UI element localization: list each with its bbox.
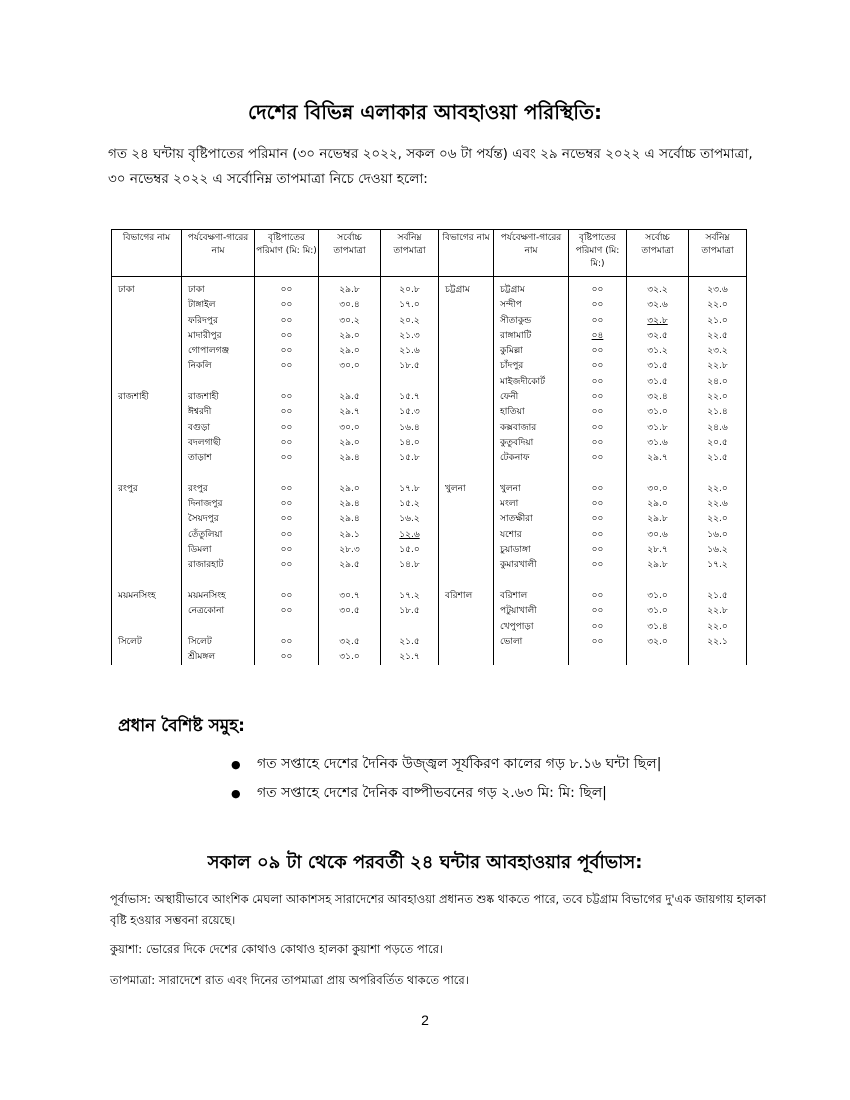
table-cell-station: রাজারহাট [188,560,224,571]
table-cell-rainfall: ০০ [280,590,293,601]
table-cell-division [114,436,179,451]
table-cell-rainfall: ০০ [591,300,604,311]
table-cell-rainfall: ০০ [591,392,604,403]
list-item: ● গত সপ্তাহে দেশের দৈনিক উজ্জ্বল সূর্যকিরণ কালের গড় ৮.১৬ ঘন্টা ছিল| [231,750,661,779]
table-cell-division [114,650,179,665]
table-cell-min-temp: ১৭.৮ [399,483,420,494]
table-cell-min-temp: ২২.০ [707,514,728,525]
table-cell-max-temp: ২৯.৭ [339,407,360,418]
table-cell-division [114,359,179,374]
table-cell-station: টেকনাফ [500,453,530,464]
table-cell-rainfall: ০০ [591,499,604,510]
page-number: 2 [421,1012,429,1028]
table-cell-min-temp: ১৭.২ [707,560,728,571]
table-cell-station: চট্টগ্রাম [500,285,525,295]
table-cell-max-temp: ২৯.৪ [339,453,360,464]
table-cell-station: ফরিদপুর [188,315,218,326]
table-cell-division [441,329,491,344]
table-cell-station [184,620,252,635]
right-division-column [439,277,494,666]
table-cell-rainfall: ০০ [591,590,604,601]
table-cell-max-temp: ২৯.৮ [339,285,360,295]
header-cell: সর্বোচ্চ তাপমাত্রা [319,230,381,277]
table-cell-max-temp: ৩০.৪ [339,300,360,311]
table-cell-rainfall: ০০ [280,514,293,525]
table-cell-division [114,451,179,466]
table-cell-max-temp: ৩২.৫ [339,636,360,647]
table-cell-max-temp: ৩০.০ [339,361,360,372]
table-cell-min-temp: ২৪.০ [707,376,728,387]
table-cell-rainfall: ০০ [280,529,293,540]
table-cell-min-temp [383,620,436,635]
table-cell-rainfall: ০০ [591,514,604,525]
features-list [231,750,661,808]
table-cell-rainfall: ০০ [280,652,293,663]
table-cell-rainfall: ০০ [591,621,604,632]
table-cell-station [184,574,252,589]
table-cell-division [441,512,491,527]
table-cell-min-temp [383,375,436,390]
table-cell-station: ঢাকা [188,285,205,295]
table-cell-rainfall: ০০ [280,315,293,326]
table-cell-max-temp: ৩২.৬ [647,300,668,311]
table-cell-max-temp: ৩০.২ [339,315,360,326]
table-cell-station: শ্রীমঙ্গল [188,652,216,663]
table-cell-station: কুতুবদিয়া [500,437,534,448]
table-cell-min-temp: ১৫.৭ [399,392,420,403]
table-cell-rainfall: ০৪ [591,330,604,341]
table-cell-rainfall [257,574,316,589]
table-cell-max-temp: ৩১.৫ [647,361,668,372]
table-cell-division [441,344,491,359]
table-cell-division [114,543,179,558]
table-cell-min-temp [383,467,436,482]
table-cell-station: ডিমলা [188,545,212,556]
table-cell-rainfall: ০০ [591,437,604,448]
fog-paragraph: কুয়াশা: ভোরের দিকে দেশের কোথাও কোথাও হালকা কুয়াশা পড়তে পারে। [110,942,444,956]
table-cell-station: সাতক্ষীরা [500,514,533,525]
table-cell-division [441,314,491,329]
table-cell-min-temp: ১৫.৮ [399,453,420,464]
table-cell-rainfall: ০০ [280,453,293,464]
table-cell-station: মাইজদীকোর্ট [500,376,546,387]
table-cell-division: চট্টগ্রাম [445,285,470,295]
table-cell-min-temp: ২৪.৬ [707,422,728,433]
table-cell-station: দিনাজপুর [188,499,223,510]
table-cell-division [114,329,179,344]
table-cell-min-temp: ২২.০ [707,621,728,632]
table-cell-rainfall: ০০ [280,437,293,448]
right-max-temp-column [627,277,689,666]
table-cell-division [114,405,179,420]
table-cell-max-temp: ৩১.০ [647,606,668,617]
header-cell: বিভাগের নাম [439,230,494,277]
table-cell-division [441,298,491,313]
table-cell-min-temp: ১৫.৩ [399,407,420,418]
table-cell-rainfall: ০০ [591,361,604,372]
table-cell-max-temp: ২৯.১ [339,529,360,540]
table-cell-division [441,604,491,619]
table-cell-station: ময়মনসিংহ [188,590,226,601]
table-cell-station: টাঙ্গাইল [188,300,216,311]
table-cell-min-temp: ২২.৫ [707,330,728,341]
temperature-paragraph: তাপমাত্রা: সারাদেশে রাত এবং দিনের তাপমাত্রা প্রায় অপরিবর্তিত থাকতে পারে। [110,973,469,987]
table-cell-max-temp: ৩০.৫ [339,606,360,617]
table-cell-max-temp: ৩১.০ [339,652,360,663]
table-cell-max-temp: ৩২.২ [647,285,668,295]
table-cell-station: নেত্রকোনা [188,606,225,617]
table-cell-station [184,375,252,390]
table-cell-min-temp: ২১.৪ [707,407,728,418]
table-cell-max-temp: ৩১.৮ [647,422,668,433]
table-cell-max-temp: ৩০.৬ [647,529,668,540]
table-cell-station: নিকলি [188,361,212,372]
table-cell-min-temp: ২২.১ [707,636,728,647]
table-cell-division [114,558,179,573]
table-cell-min-temp: ২৩.২ [707,346,728,357]
table-cell-min-temp: ২১.৫ [707,453,728,464]
table-cell-rainfall: ০০ [280,285,293,295]
table-cell-division [114,314,179,329]
table-cell-min-temp: ২২.০ [707,392,728,403]
table-cell-min-temp: ১৭.২ [399,590,420,601]
table-cell-max-temp [321,375,378,390]
table-cell-max-temp: ২৯.৭ [647,453,668,464]
left-min-temp-column [381,277,439,666]
header-cell: বৃষ্টিপাতের পরিমাণ (মি: মি:) [255,230,319,277]
table-cell-min-temp: ২২.০ [707,483,728,494]
table-cell-max-temp: ২৯.৪ [339,499,360,510]
table-cell-division [441,451,491,466]
table-cell-max-temp: ৩০.০ [339,422,360,433]
table-cell-division [114,574,179,589]
table-cell-station: রাজশাহী [188,392,219,403]
header-cell: সর্বনিম্ন তাপমাত্রা [689,230,747,277]
table-cell-min-temp: ১৬.০ [707,529,728,540]
table-cell-station: হাতিয়া [500,407,525,418]
header-cell: সর্বনিম্ন তাপমাত্রা [381,230,439,277]
table-cell-rainfall: ০০ [280,422,293,433]
table-cell-rainfall [257,620,316,635]
list-item: ● গত সপ্তাহে দেশের দৈনিক বাষ্পীভবনের গড় ২.৬৩ মি: মি: ছিল| [231,779,661,808]
table-cell-max-temp: ৩১.৬ [647,437,668,448]
table-cell-max-temp: ২৮.৩ [339,545,360,556]
table-cell-min-temp: ১৪.০ [399,437,420,448]
table-cell-rainfall: ০০ [280,407,293,418]
table-cell-division [441,650,491,665]
table-cell-max-temp: ২৯.৫ [339,392,360,403]
table-cell-min-temp: ১৭.০ [399,300,420,311]
table-cell-division [114,512,179,527]
table-cell-station: সন্দীপ [500,300,522,311]
table-cell-rainfall: ০০ [591,560,604,571]
table-cell-max-temp: ৩২.০ [647,636,668,647]
table-cell-station [496,574,566,589]
table-cell-rainfall: ০০ [591,606,604,617]
table-cell-min-temp [383,574,436,589]
table-cell-rainfall: ০০ [280,545,293,556]
table-cell-rainfall [257,375,316,390]
table-cell-division [441,620,491,635]
table-cell-max-temp: ২৯.৪ [339,514,360,525]
table-cell-max-temp: ৩১.২ [647,346,668,357]
table-cell-max-temp: ৩১.৫ [647,376,668,387]
table-cell-max-temp [629,467,686,482]
table-cell-division: খুলনা [445,483,466,494]
table-cell-min-temp [691,467,744,482]
header-cell: বৃষ্টিপাতের পরিমাণ (মি: মি:) [569,230,627,277]
table-cell-max-temp [321,620,378,635]
left-rainfall-column [255,277,319,666]
table-cell-max-temp [321,574,378,589]
header-cell: বিভাগের নাম [112,230,182,277]
left-division-column [112,277,182,666]
table-cell-division [441,405,491,420]
table-cell-station: ঈশ্বরদী [188,407,212,418]
table-cell-division: সিলেট [118,636,142,647]
table-cell-station: কুমিল্লা [500,346,523,357]
table-cell-station: বরিশাল [500,590,528,601]
table-cell-max-temp: ২৮.৭ [647,545,668,556]
table-cell-station: যশোর [500,529,522,540]
table-cell-max-temp: ২৯.০ [339,483,360,494]
table-cell-rainfall: ০০ [280,330,293,341]
header-cell: পর্যবেক্ষণা-গারের নাম [182,230,255,277]
forecast-title: সকাল ০৯ টা থেকে পরবর্তী ২৪ ঘন্টার আবহাওয়ার পূর্বাভাস: [207,852,643,873]
table-cell-division [114,497,179,512]
table-cell-station: রাঙ্গামাটি [500,330,532,341]
table-cell-station: কুমারখালী [500,560,537,571]
table-cell-station [496,467,566,482]
page-title: দেশের বিভিন্ন এলাকার আবহাওয়া পরিস্থিতি: [247,100,602,124]
table-cell-rainfall: ০০ [591,407,604,418]
table-cell-max-temp: ২৯.৫ [339,560,360,571]
table-cell-division [441,375,491,390]
table-cell-division [441,390,491,405]
table-cell-rainfall: ০০ [591,545,604,556]
table-cell-min-temp: ১৬.২ [707,545,728,556]
table-cell-min-temp: ১৪.৮ [399,560,420,571]
table-cell-max-temp [321,467,378,482]
table-cell-rainfall: ০০ [591,376,604,387]
table-cell-division [114,620,179,635]
table-cell-station: খেপুপাড়া [500,621,534,632]
table-cell-rainfall: ০০ [591,636,604,647]
table-cell-division [114,344,179,359]
left-station-column [182,277,255,666]
table-cell-max-temp: ২৯.০ [339,437,360,448]
table-cell-min-temp: ২১.০ [707,315,728,326]
table-cell-rainfall [571,650,624,665]
table-cell-rainfall [571,467,624,482]
table-cell-rainfall: ০০ [280,636,293,647]
table-cell-max-temp: ২৯.০ [339,346,360,357]
table-cell-rainfall: ০০ [591,346,604,357]
table-cell-max-temp: ৩১.৪ [647,621,668,632]
table-cell-min-temp: ২২.৬ [707,499,728,510]
table-cell-division [114,421,179,436]
table-cell-rainfall: ০০ [591,453,604,464]
table-cell-rainfall: ০০ [280,361,293,372]
left-max-temp-column [319,277,381,666]
table-cell-min-temp: ১২.৬ [399,529,420,540]
table-cell-rainfall: ০০ [280,483,293,494]
table-cell-max-temp: ২৯.০ [339,330,360,341]
table-cell-division [114,467,179,482]
table-cell-min-temp: ২০.৫ [707,437,728,448]
forecast-paragraph: পূর্বাভাস: অস্থায়ীভাবে আংশিক মেঘলা আকাশসহ সারাদেশের আবহাওয়া প্রধানত শুষ্ক থাকতে পারে, তবে চট্টগ্রাম বিভাগের দু'এক জায়গায় হালকা বৃষ্টি হওয়ার সম্ভবনা রয়েছে। [110,892,767,927]
table-cell-max-temp: ৩১.০ [647,407,668,418]
table-cell-min-temp: ১৫.০ [399,545,420,556]
intro-paragraph: গত ২৪ ঘন্টায় বৃষ্টিপাতের পরিমান (৩০ নভেম্বর ২০২২, সকল ০৬ টা পর্যন্ত) এবং ২৯ নভেম্বর ২০২২ এ সর্বোচ্চ তাপমাত্রা, ৩০ নভেম্বর ২০২২ এ সর্বোনিম্ন তাপমাত্রা নিচে দেওয়া হলো: [108,146,753,187]
table-cell-min-temp: ২৩.৬ [707,285,728,295]
table-cell-station: চুয়াডাঙ্গা [500,545,531,556]
table-cell-rainfall: ০০ [591,529,604,540]
table-body-row [112,277,747,666]
table-cell-division [441,635,491,650]
table-cell-division [441,467,491,482]
table-cell-division [441,359,491,374]
table-cell-min-temp [691,574,744,589]
table-cell-station: মংলা [500,499,519,510]
features-title: প্রধান বৈশিষ্ট সমুহ: [118,716,245,736]
table-cell-min-temp: ১৬.২ [399,514,420,525]
table-cell-min-temp: ২১.৩ [399,330,420,341]
table-cell-rainfall: ০০ [280,300,293,311]
table-cell-max-temp: ৩২.৮ [647,315,668,326]
table-cell-rainfall: ০০ [280,499,293,510]
table-cell-max-temp: ২৯.৮ [647,514,668,525]
table-cell-station: খুলনা [500,483,521,494]
table-cell-station: সৈয়দপুর [188,514,219,525]
table-cell-division [441,558,491,573]
table-cell-min-temp: ২০.২ [399,315,420,326]
table-cell-min-temp: ২২.৮ [707,361,728,372]
table-cell-division [114,604,179,619]
table-cell-max-temp: ২৯.০ [647,499,668,510]
table-cell-min-temp: ২১.৫ [707,590,728,601]
table-header-row [112,230,747,277]
table-cell-division [114,298,179,313]
table-cell-station: তেঁতুলিয়া [188,529,223,540]
table-cell-division [441,528,491,543]
table-cell-station: সিলেট [188,636,212,647]
table-cell-rainfall: ০০ [280,346,293,357]
table-cell-max-temp [629,650,686,665]
table-cell-station [184,467,252,482]
table-cell-max-temp: ৩১.০ [647,590,668,601]
table-cell-rainfall: ০০ [591,285,604,295]
table-cell-min-temp: ২১.৭ [399,652,420,663]
table-cell-division [114,375,179,390]
table-cell-division: ঢাকা [118,285,135,295]
table-cell-station [496,650,566,665]
table-cell-division [114,528,179,543]
table-cell-rainfall: ০০ [591,315,604,326]
table-cell-min-temp: ২১.৫ [399,636,420,647]
table-cell-division [441,543,491,558]
table-cell-station: ফেনী [500,392,519,403]
table-cell-rainfall [257,467,316,482]
table-cell-station: গোপালগঞ্জ [188,346,230,357]
right-rainfall-column [569,277,627,666]
table-cell-division: ময়মনসিংহ [118,590,156,601]
table-cell-max-temp: ৩০.৭ [339,590,360,601]
table-cell-station: তাড়াশ [188,453,212,464]
table-cell-min-temp: ২১.৬ [399,346,420,357]
table-cell-division [441,497,491,512]
table-cell-station: ভোলা [500,636,523,647]
table-cell-rainfall: ০০ [280,560,293,571]
header-cell: পর্যবেক্ষণা-গারের নাম [494,230,569,277]
table-cell-station: রংপুর [188,483,208,494]
table-cell-division: বরিশাল [445,590,473,601]
table-cell-rainfall [571,574,624,589]
table-cell-station: মাদারীপুর [188,330,222,341]
right-min-temp-column [689,277,747,666]
table-cell-station: চাঁদপুর [500,361,524,372]
table-cell-station: বদলগাছী [188,437,221,448]
table-cell-division: রংপুর [118,483,138,494]
table-cell-division [441,421,491,436]
table-cell-rainfall: ০০ [280,392,293,403]
weather-table [111,229,747,665]
table-cell-min-temp: ১৫.২ [399,499,420,510]
table-cell-min-temp: ১৬.৪ [399,422,420,433]
table-cell-max-temp: ৩২.৫ [647,330,668,341]
table-cell-rainfall: ০০ [280,606,293,617]
table-cell-min-temp: ১৮.৫ [399,361,420,372]
table-cell-min-temp: ২০.৮ [399,285,420,295]
table-cell-rainfall: ০০ [591,483,604,494]
table-cell-max-temp: ২৯.৮ [647,560,668,571]
table-cell-station: পটুয়াখালী [500,606,537,617]
table-cell-division: রাজশাহী [118,392,149,403]
table-cell-min-temp [691,650,744,665]
table-cell-station: সীতাকুন্ড [500,315,532,326]
table-cell-max-temp: ৩০.০ [647,483,668,494]
table-cell-division [441,574,491,589]
table-cell-min-temp: ২২.৮ [707,606,728,617]
table-cell-max-temp: ৩২.৪ [647,392,668,403]
table-cell-min-temp: ১৮.৫ [399,606,420,617]
table-cell-max-temp [629,574,686,589]
table-cell-station: বগুড়া [188,422,211,433]
table-cell-division [441,436,491,451]
table-cell-station: কক্সবাজার [500,422,537,433]
table-cell-min-temp: ২২.০ [707,300,728,311]
right-station-column [494,277,569,666]
header-cell: সর্বোচ্চ তাপমাত্রা [627,230,689,277]
table-cell-rainfall: ০০ [591,422,604,433]
